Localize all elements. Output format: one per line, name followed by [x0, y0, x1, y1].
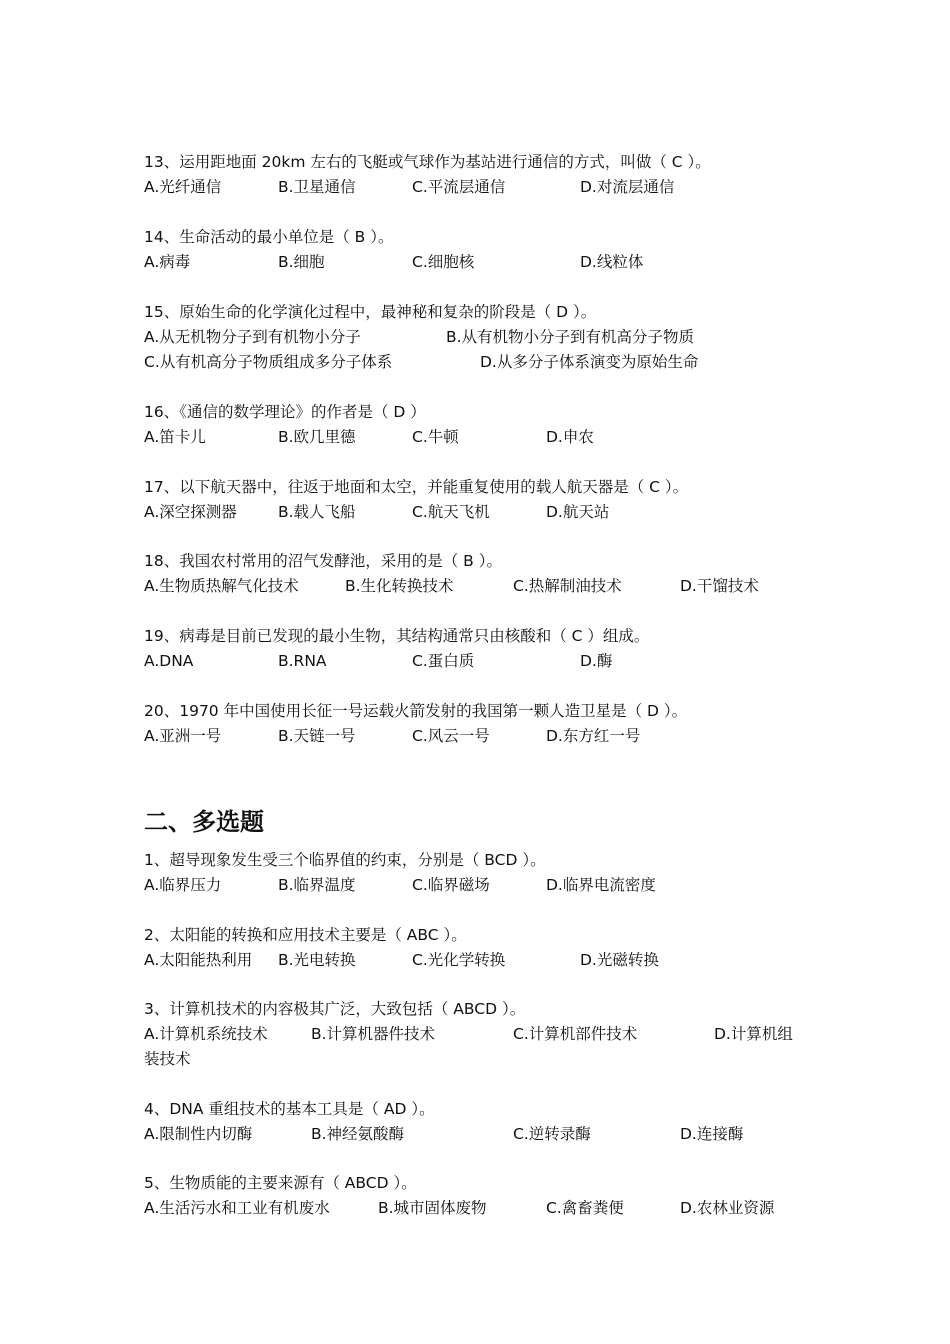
options-15-row1	[0, 325, 950, 349]
multi-question-4	[0, 1097, 950, 1121]
option-b: B.计算机器件技术	[311, 1025, 436, 1043]
option-b: B.临界温度	[278, 876, 356, 894]
multi-options-4	[0, 1122, 950, 1146]
question-text: 15、原始生命的化学演化过程中，最神秘和复杂的阶段是（ D ）。	[144, 303, 597, 321]
option-d: D.连接酶	[680, 1125, 744, 1143]
question-text: 5、生物质能的主要来源有（ ABCD ）。	[144, 1174, 417, 1192]
option-c: C.细胞核	[412, 253, 475, 271]
multi-options-3-wrap	[0, 1047, 950, 1071]
section-heading-multiple-choice: 二、多选题	[144, 808, 264, 836]
option-b: B.城市固体废物	[378, 1199, 487, 1217]
options-15-row2	[0, 350, 950, 374]
question-text: 16、《通信的数学理论》的作者是（ D ）	[144, 403, 426, 421]
option-c: C.热解制油技术	[513, 577, 622, 595]
option-a: A.光纤通信	[144, 178, 222, 196]
options-16	[0, 425, 950, 449]
option-a: A.临界压力	[144, 876, 222, 894]
question-17	[0, 475, 950, 499]
option-d: D.从多分子体系演变为原始生命	[480, 353, 699, 371]
option-c: C.蛋白质	[412, 652, 475, 670]
option-d: D.干馏技术	[680, 577, 759, 595]
question-14	[0, 225, 950, 249]
option-c: C.平流层通信	[412, 178, 506, 196]
options-19	[0, 649, 950, 673]
multi-options-2	[0, 948, 950, 972]
options-13	[0, 175, 950, 199]
option-a: A.限制性内切酶	[144, 1125, 253, 1143]
question-text: 17、以下航天器中，往返于地面和太空，并能重复使用的载人航天器是（ C ）。	[144, 478, 689, 496]
multi-options-3	[0, 1022, 950, 1046]
question-text: 14、生命活动的最小单位是（ B ）。	[144, 228, 394, 246]
option-c: C.航天飞机	[412, 503, 490, 521]
question-20	[0, 699, 950, 723]
option-d: D.申农	[546, 428, 594, 446]
option-a: A.深空探测器	[144, 503, 237, 521]
option-b: B.载人飞船	[278, 503, 356, 521]
option-a: A.亚洲一号	[144, 727, 222, 745]
option-b: B.天链一号	[278, 727, 356, 745]
multi-options-5	[0, 1196, 950, 1220]
option-b: B.光电转换	[278, 951, 356, 969]
option-a: A.DNA	[144, 652, 194, 670]
option-d: D.光磁转换	[580, 951, 659, 969]
option-b: B.从有机物小分子到有机高分子物质	[446, 328, 695, 346]
option-a: A.笛卡儿	[144, 428, 206, 446]
question-text: 18、我国农村常用的沼气发酵池，采用的是（ B ）。	[144, 552, 502, 570]
question-15	[0, 300, 950, 324]
multi-question-5	[0, 1171, 950, 1195]
option-c: C.计算机部件技术	[513, 1025, 638, 1043]
option-b: B.神经氨酸酶	[311, 1125, 405, 1143]
options-20	[0, 724, 950, 748]
question-text: 4、DNA 重组技术的基本工具是（ AD ）。	[144, 1100, 435, 1118]
option-c: C.从有机高分子物质组成多分子体系	[144, 353, 393, 371]
question-text: 19、病毒是目前已发现的最小生物，其结构通常只由核酸和（ C ）组成。	[144, 627, 650, 645]
option-d: D.临界电流密度	[546, 876, 656, 894]
question-19	[0, 624, 950, 648]
multi-question-1	[0, 848, 950, 872]
option-b: B.卫星通信	[278, 178, 356, 196]
option-a: A.生物质热解气化技术	[144, 577, 299, 595]
option-c: C.临界磁场	[412, 876, 490, 894]
multi-question-3	[0, 997, 950, 1021]
question-13	[0, 150, 950, 174]
option-d: D.航天站	[546, 503, 610, 521]
option-c: C.光化学转换	[412, 951, 506, 969]
option-d: D.酶	[580, 652, 613, 670]
option-c: C.牛顿	[412, 428, 459, 446]
options-17	[0, 500, 950, 524]
option-a: A.病毒	[144, 253, 191, 271]
option-c: C.风云一号	[412, 727, 490, 745]
question-16	[0, 400, 950, 424]
question-text: 2、太阳能的转换和应用技术主要是（ ABC ）。	[144, 926, 467, 944]
option-b: B.细胞	[278, 253, 325, 271]
option-a: A.从无机物分子到有机物小分子	[144, 328, 361, 346]
question-18	[0, 549, 950, 573]
question-text: 20、1970 年中国使用长征一号运载火箭发射的我国第一颗人造卫星是（ D ）。	[144, 702, 688, 720]
option-b: B.欧几里德	[278, 428, 356, 446]
option-d-continued: 装技术	[144, 1050, 191, 1068]
option-a: A.生活污水和工业有机废水	[144, 1199, 330, 1217]
question-text: 1、超导现象发生受三个临界值的约束，分别是（ BCD ）。	[144, 851, 546, 869]
option-b: B.生化转换技术	[345, 577, 454, 595]
option-d: D.对流层通信	[580, 178, 675, 196]
multi-question-2	[0, 923, 950, 947]
option-d: D.线粒体	[580, 253, 644, 271]
option-a: A.太阳能热利用	[144, 951, 253, 969]
option-b: B.RNA	[278, 652, 327, 670]
option-d: D.东方红一号	[546, 727, 641, 745]
options-18	[0, 574, 950, 598]
option-c: C.禽畜粪便	[546, 1199, 624, 1217]
option-c: C.逆转录酶	[513, 1125, 591, 1143]
option-d: D.农林业资源	[680, 1199, 775, 1217]
option-d: D.计算机组	[714, 1025, 793, 1043]
question-text: 3、计算机技术的内容极其广泛，大致包括（ ABCD ）。	[144, 1000, 526, 1018]
options-14	[0, 250, 950, 274]
multi-options-1	[0, 873, 950, 897]
option-a: A.计算机系统技术	[144, 1025, 268, 1043]
question-text: 13、运用距地面 20km 左右的飞艇或气球作为基站进行通信的方式，叫做（ C ）。	[144, 153, 711, 171]
